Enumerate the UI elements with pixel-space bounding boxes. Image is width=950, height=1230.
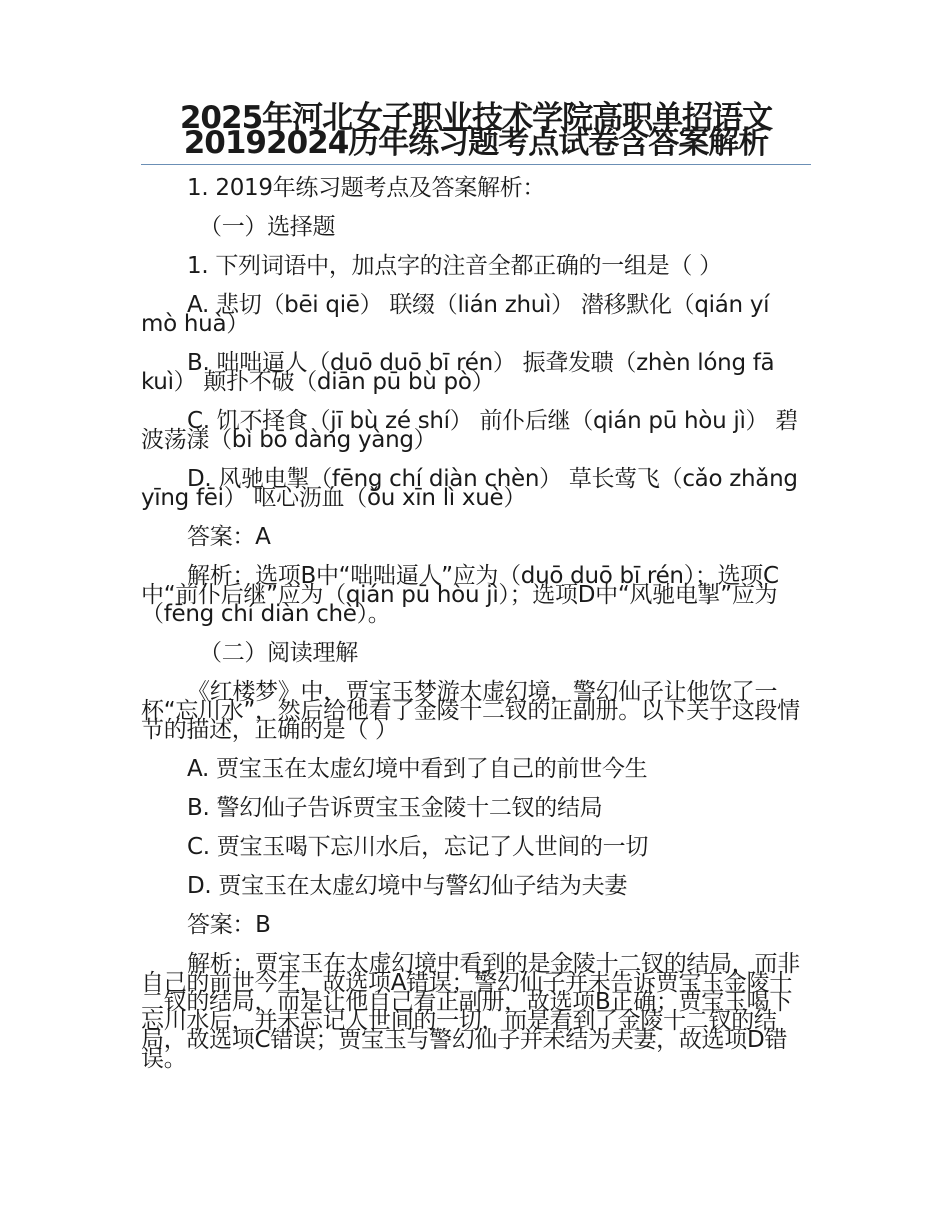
question-1: 1. 下列词语中，加点字的注音全都正确的一组是（ ） bbox=[187, 253, 722, 279]
question-2: 《红楼梦》中，贾宝玉梦游太虚幻境，警幻仙子让他饮了一杯“忘川水”，然后给他看了金陵十二钗的正副册。以下关于这段情节的描述，正确的是（ ） bbox=[141, 679, 800, 743]
explanation-2: 解析：贾宝玉在太虚幻境中看到的是金陵十二钗的结局，而非自己的前世今生，故选项A错误；警幻仙子并未告诉贾宝玉金陵十二钗的结局，而是让他自己看正副册，故选项B正确；贾宝玉喝下忘川水后，并未忘记人世间的一切，而是看到了金陵十二钗的结局，故选项C错误；贾宝玉与警幻仙子并未结为夫妻，故选项D错误。 bbox=[141, 951, 800, 1072]
question-1-option-c: C. 饥不择食（jī bù zé shí） 前仆后继（qián pū hòu jì） 碧波荡漾（bì bō dàng yàng） bbox=[141, 408, 798, 453]
question-1-option-b: B. 咄咄逼人（duō duō bī rén） 振聋发聩（zhèn lóng fā kuì） 颠扑不破（diān pū bù pò） bbox=[141, 350, 775, 395]
subsection-heading: （一）选择题 bbox=[199, 214, 336, 240]
answer-2: 答案：B bbox=[187, 912, 271, 938]
subsection-heading: （二）阅读理解 bbox=[199, 640, 358, 666]
question-2-option-c: C. 贾宝玉喝下忘川水后，忘记了人世间的一切 bbox=[187, 834, 649, 860]
question-1-option-d: D. 风驰电掣（fēng chí diàn chèn） 草长莺飞（cǎo zhǎng yīng fēi） 呕心沥血（ǒu xīn lì xuè） bbox=[141, 466, 798, 511]
question-2-option-d: D. 贾宝玉在太虚幻境中与警幻仙子结为夫妻 bbox=[187, 873, 628, 899]
question-1-option-a: A. 悲切（bēi qiē） 联缀（lián zhuì） 潜移默化（qián yí mò huà） bbox=[141, 292, 770, 337]
document-title: 2025年河北女子职业技术学院高职单招语文20192024历年练习题考点试卷含答案解析 bbox=[179, 100, 773, 161]
section-heading: 1. 2019年练习题考点及答案解析： bbox=[187, 175, 546, 201]
question-2-option-a: A. 贾宝玉在太虚幻境中看到了自己的前世今生 bbox=[187, 756, 648, 782]
question-2-option-b: B. 警幻仙子告诉贾宝玉金陵十二钗的结局 bbox=[187, 795, 603, 821]
explanation-1: 解析：选项B中“咄咄逼人”应为（duō duō bī rén）；选项C中“前仆后继”应为（qián pū hòu jì）；选项D中“风驰电掣”应为（fēng chí diàn chè）。 bbox=[141, 563, 779, 627]
document-page bbox=[141, 100, 811, 1089]
answer-1: 答案：A bbox=[187, 524, 271, 550]
title-underline bbox=[141, 164, 811, 165]
